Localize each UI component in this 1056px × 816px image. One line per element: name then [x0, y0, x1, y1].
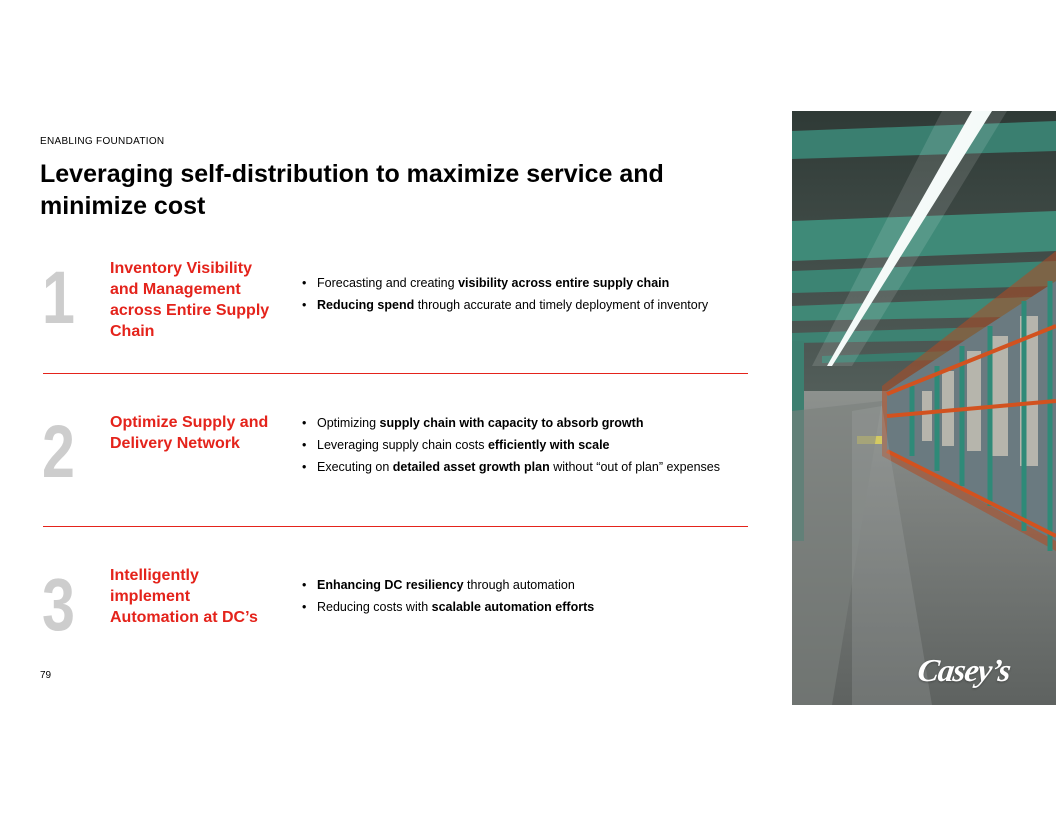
- pillar-2: [40, 412, 750, 502]
- bullet-item: [302, 294, 708, 316]
- pillar-1: [40, 258, 750, 348]
- section-divider: [43, 526, 748, 527]
- bullet-text: Optimizing: [317, 416, 380, 430]
- bullet-emphasis: visibility across entire supply chain: [458, 276, 670, 290]
- bullet-item: [302, 434, 720, 456]
- section-eyebrow: ENABLING FOUNDATION: [40, 136, 165, 147]
- bullet-text: Executing on: [317, 460, 393, 474]
- bullet-text: Forecasting and creating: [317, 276, 459, 290]
- bullet-item: [302, 574, 594, 596]
- pillar-bullets: [302, 574, 594, 618]
- section-divider: [43, 373, 748, 374]
- warehouse-illustration: [792, 111, 1056, 705]
- pillar-bullets: [302, 272, 708, 316]
- page-title: Leveraging self-distribution to maximize service and minimize cost: [40, 160, 664, 220]
- page-number: 79: [40, 670, 52, 681]
- bullet-emphasis: Enhancing DC resiliency: [317, 578, 464, 592]
- bullet-emphasis: supply chain with capacity to absorb growth: [379, 416, 644, 430]
- bullet-emphasis: efficiently with scale: [487, 438, 610, 452]
- caseys-logo: Casey’s: [915, 652, 1013, 688]
- bullet-text: through accurate and timely deployment of inventory: [414, 298, 709, 312]
- bullet-emphasis: detailed asset growth plan: [392, 460, 550, 474]
- pillar-number: 1: [42, 256, 75, 339]
- bullet-text: Leveraging supply chain costs: [317, 438, 488, 452]
- bullet-emphasis: scalable automation efforts: [431, 600, 595, 614]
- pillar-heading: Optimize Supply and Delivery Network: [110, 414, 269, 452]
- bullet-text: through automation: [463, 578, 575, 592]
- bullet-text: without “out of plan” expenses: [549, 460, 720, 474]
- pillar-bullets: [302, 412, 720, 478]
- bullet-item: [302, 272, 708, 294]
- bullet-emphasis: Reducing spend: [317, 298, 415, 312]
- bullet-item: [302, 412, 720, 434]
- pillar-number: 2: [42, 410, 75, 493]
- bullet-item: [302, 596, 594, 618]
- warehouse-photo: [792, 111, 1056, 705]
- pillar-heading: Intelligently implement Automation at DC’s: [110, 567, 258, 626]
- bullet-text: Reducing costs with: [317, 600, 432, 614]
- pillar-heading: Inventory Visibility and Management across Entire Supply Chain: [110, 260, 270, 340]
- pillar-3: [40, 565, 750, 655]
- bullet-item: [302, 456, 720, 478]
- pillar-number: 3: [42, 563, 75, 646]
